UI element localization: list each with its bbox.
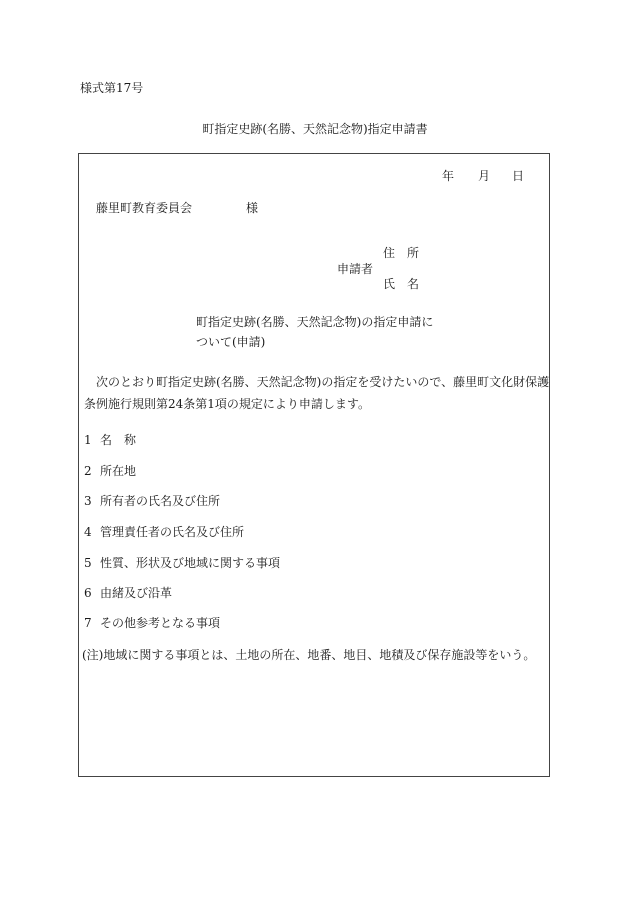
subject-line-2: ついて(申請) (196, 335, 266, 349)
subject-line-1: 町指定史跡(名勝、天然記念物)の指定申請に (196, 315, 434, 329)
list-item (84, 524, 244, 540)
item-number: 7 (84, 616, 92, 630)
list-item (84, 585, 172, 601)
item-number: 5 (84, 556, 92, 570)
body-line-2: 条例施行規則第24条第1項の規定により申請します。 (84, 397, 370, 411)
name-label: 氏名 (383, 277, 432, 291)
document-title: 町指定史跡(名勝、天然記念物)指定申請書 (202, 122, 428, 136)
date-day-label: 日 (512, 169, 525, 183)
address-label: 住所 (383, 246, 432, 260)
addressee: 藤里町教育委員会 (96, 201, 193, 215)
item-label: 名 称 (100, 433, 137, 447)
item-label: 由緒及び沿革 (100, 586, 173, 600)
list-item (84, 493, 220, 509)
date-year-label: 年 (442, 169, 455, 183)
form-box (78, 153, 550, 777)
body-line-1: 次のとおり町指定史跡(名勝、天然記念物)の指定を受けたいので、藤里町文化財保護 (96, 375, 550, 389)
item-number: 3 (84, 494, 92, 508)
form-number: 様式第17号 (80, 81, 144, 95)
item-label: 所在地 (100, 464, 137, 478)
item-number: 4 (84, 525, 92, 539)
applicant-label: 申請者 (337, 262, 374, 276)
item-label: その他参考となる事項 (100, 616, 221, 630)
honorific: 様 (246, 201, 259, 215)
item-number: 1 (84, 433, 92, 447)
list-item (84, 463, 136, 479)
item-label: 性質、形状及び地域に関する事項 (100, 556, 281, 570)
date-month-label: 月 (478, 169, 491, 183)
list-item (84, 432, 136, 448)
note: (注)地域に関する事項とは、土地の所在、地番、地目、地積及び保存施設等をいう。 (82, 648, 536, 662)
list-item (84, 615, 220, 631)
item-label: 管理責任者の氏名及び住所 (100, 525, 245, 539)
list-item (84, 555, 280, 571)
item-label: 所有者の氏名及び住所 (100, 494, 221, 508)
item-number: 2 (84, 464, 92, 478)
item-number: 6 (84, 586, 92, 600)
